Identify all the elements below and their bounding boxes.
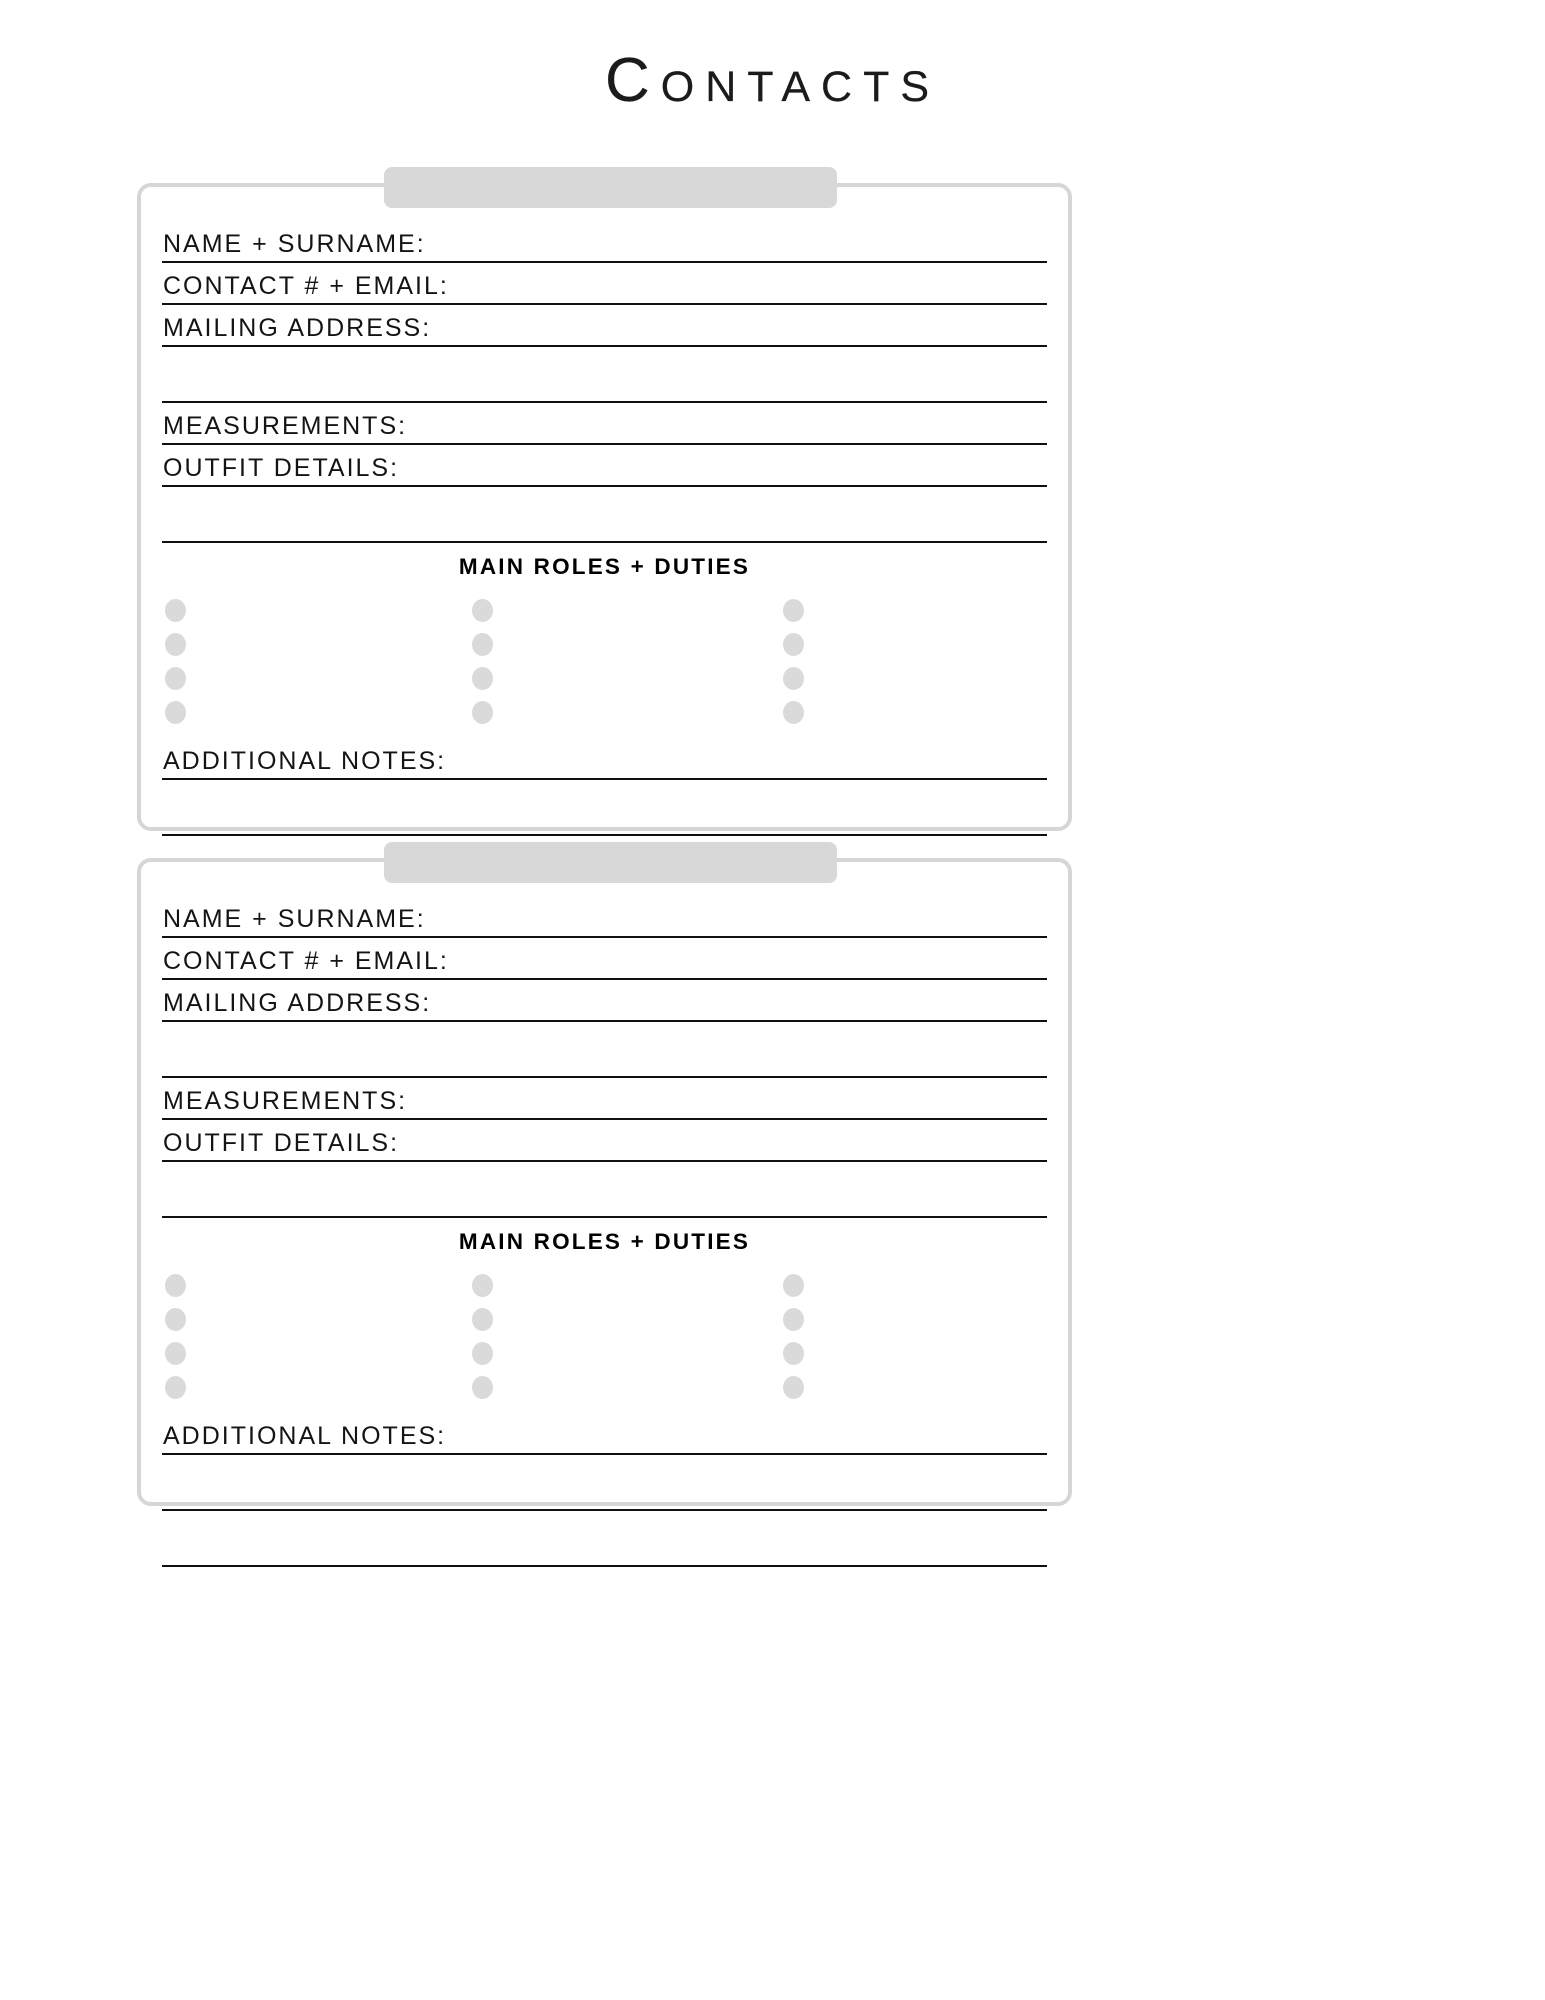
field-label-additional-notes: ADDITIONAL NOTES: — [163, 746, 447, 775]
bullet-icon — [165, 1342, 186, 1365]
field-label-additional-notes: ADDITIONAL NOTES: — [163, 1421, 447, 1450]
field-label-mailing-address: MAILING ADDRESS: — [163, 314, 432, 342]
bullet-icon — [165, 633, 186, 656]
field-outfit-details[interactable] — [162, 445, 1047, 487]
bullet-icon — [783, 599, 804, 622]
field-label-measurements: MEASUREMENTS: — [163, 1087, 408, 1115]
field-name-surname[interactable] — [162, 221, 1047, 263]
bullet-icon — [472, 1274, 493, 1297]
role-slot[interactable] — [469, 662, 780, 696]
field-additional-notes-line-3[interactable] — [162, 1511, 1047, 1567]
bullet-icon — [165, 1308, 186, 1331]
card-content — [162, 221, 1047, 817]
field-label-measurements: MEASUREMENTS: — [163, 412, 408, 440]
role-slot[interactable] — [780, 594, 1047, 628]
field-additional-notes-line-2[interactable] — [162, 1455, 1047, 1511]
role-slot[interactable] — [780, 1371, 1047, 1405]
roles-heading: MAIN ROLES + DUTIES — [458, 1229, 751, 1254]
field-label-outfit-details: OUTFIT DETAILS: — [163, 454, 400, 482]
bullet-icon — [783, 701, 804, 724]
role-slot[interactable] — [162, 594, 469, 628]
bullet-icon — [165, 1376, 186, 1399]
field-mailing-address[interactable] — [162, 980, 1047, 1022]
bullet-icon — [165, 1274, 186, 1297]
role-slot[interactable] — [162, 662, 469, 696]
roles-bullet-grid — [162, 1269, 1047, 1405]
field-label-contact-email: CONTACT # + EMAIL: — [163, 272, 449, 300]
field-label-contact-email: CONTACT # + EMAIL: — [163, 947, 449, 975]
contact-card-2 — [137, 858, 1072, 1506]
bullet-icon — [783, 633, 804, 656]
contact-card-1 — [137, 183, 1072, 831]
field-label-mailing-address: MAILING ADDRESS: — [163, 989, 432, 1017]
role-slot[interactable] — [780, 1269, 1047, 1303]
role-slot[interactable] — [162, 628, 469, 662]
field-mailing-address-line-2[interactable] — [162, 347, 1047, 403]
bullet-icon — [783, 1342, 804, 1365]
role-slot[interactable] — [469, 1337, 780, 1371]
field-measurements[interactable] — [162, 403, 1047, 445]
bullet-icon — [783, 1274, 804, 1297]
bullet-icon — [472, 701, 493, 724]
bullet-icon — [165, 701, 186, 724]
card-content — [162, 896, 1047, 1492]
card-header-tab[interactable] — [384, 842, 837, 883]
role-slot[interactable] — [162, 1371, 469, 1405]
page-title: Contacts — [604, 46, 941, 115]
bullet-icon — [472, 1376, 493, 1399]
field-measurements[interactable] — [162, 1078, 1047, 1120]
role-slot[interactable] — [780, 696, 1047, 730]
bullet-icon — [472, 633, 493, 656]
bullet-icon — [783, 1376, 804, 1399]
field-contact-email[interactable] — [162, 938, 1047, 980]
bullet-icon — [783, 667, 804, 690]
field-mailing-address-line-2[interactable] — [162, 1022, 1047, 1078]
role-slot[interactable] — [162, 1337, 469, 1371]
contact-card-frame — [137, 183, 1072, 831]
bullet-icon — [472, 1342, 493, 1365]
role-slot[interactable] — [780, 1303, 1047, 1337]
field-outfit-details-line-2[interactable] — [162, 487, 1047, 543]
field-label-outfit-details: OUTFIT DETAILS: — [163, 1129, 400, 1157]
bullet-icon — [165, 599, 186, 622]
field-name-surname[interactable] — [162, 896, 1047, 938]
role-slot[interactable] — [162, 696, 469, 730]
role-slot[interactable] — [469, 1371, 780, 1405]
role-slot[interactable] — [469, 696, 780, 730]
field-additional-notes-line-2[interactable] — [162, 780, 1047, 836]
field-additional-notes[interactable] — [162, 738, 1047, 780]
bullet-icon — [472, 667, 493, 690]
bullet-icon — [165, 667, 186, 690]
field-mailing-address[interactable] — [162, 305, 1047, 347]
field-contact-email[interactable] — [162, 263, 1047, 305]
field-label-name-surname: NAME + SURNAME: — [163, 905, 426, 933]
bullet-icon — [783, 1308, 804, 1331]
role-slot[interactable] — [780, 628, 1047, 662]
field-label-name-surname: NAME + SURNAME: — [163, 230, 426, 258]
bullet-icon — [472, 1308, 493, 1331]
role-slot[interactable] — [469, 628, 780, 662]
field-additional-notes[interactable] — [162, 1413, 1047, 1455]
role-slot[interactable] — [162, 1303, 469, 1337]
field-outfit-details[interactable] — [162, 1120, 1047, 1162]
contact-card-frame — [137, 858, 1072, 1506]
role-slot[interactable] — [162, 1269, 469, 1303]
role-slot[interactable] — [469, 594, 780, 628]
role-slot[interactable] — [780, 1337, 1047, 1371]
additional-notes-section — [162, 1413, 1047, 1567]
field-outfit-details-line-2[interactable] — [162, 1162, 1047, 1218]
bullet-icon — [472, 599, 493, 622]
card-header-tab[interactable] — [384, 167, 837, 208]
role-slot[interactable] — [469, 1303, 780, 1337]
roles-bullet-grid — [162, 594, 1047, 730]
role-slot[interactable] — [780, 662, 1047, 696]
roles-heading: MAIN ROLES + DUTIES — [458, 554, 751, 579]
role-slot[interactable] — [469, 1269, 780, 1303]
